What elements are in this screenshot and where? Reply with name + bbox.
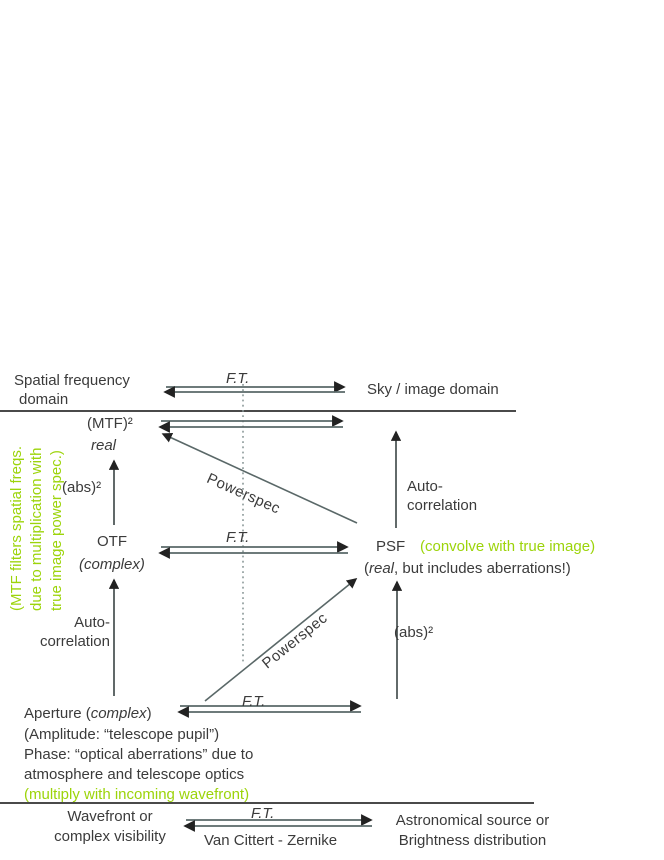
ft-label-aperture: F.T. [242, 693, 266, 710]
autocorr-right-line2: correlation [407, 497, 478, 514]
autocorr-right-line1: Auto- [407, 478, 443, 495]
astronomical-source-label [380, 811, 565, 851]
otf-node-label: OTF [97, 533, 127, 550]
bottom-ft-arrow [185, 820, 372, 826]
ft-arrow-top [165, 387, 345, 392]
side-note-line3: true image power spec.) [48, 450, 65, 611]
psf-node-label: PSF [376, 538, 406, 555]
psf-note-open: ( [364, 560, 369, 577]
aperture-prefix: Aperture ( [24, 705, 91, 722]
mtf-arrow [160, 421, 343, 427]
ft-label-top: F.T. [226, 370, 250, 387]
psf-note-italic: real [369, 560, 395, 577]
wavefront-line2: complex visibility [54, 828, 166, 845]
otf-psf-arrow [160, 547, 348, 553]
aperture-node-label [24, 704, 152, 723]
aperture-multiply-note: (multiply with incoming wavefront) [24, 786, 250, 803]
psf-convolve-note: (convolve with true image) [420, 538, 596, 555]
abs-squared-left-label: (abs)² [62, 479, 102, 496]
astro-line2: Brightness distribution [398, 832, 547, 849]
powerspec-lower-label: Powerspec [259, 609, 331, 673]
mtf-node-label: (MTF)² [87, 415, 133, 432]
van-cittert-zernike-label: Van Cittert - Zernike [204, 832, 338, 849]
abs-squared-right-label: (abs)² [394, 624, 434, 641]
spatial-frequency-line1: Spatial frequency [14, 372, 130, 389]
sky-image-domain-label: Sky / image domain [367, 381, 499, 398]
aperture-italic: complex [90, 705, 147, 722]
aperture-phase-note: Phase: “optical aberrations” due to [24, 746, 254, 763]
aperture-atmosphere-note: atmosphere and telescope optics [24, 766, 245, 783]
otf-complex-note: (complex) [79, 556, 145, 573]
psf-note-rest: , but includes aberrations!) [394, 560, 571, 577]
ft-label-bottom: F.T. [251, 805, 275, 822]
astro-line1: Astronomical source or [395, 812, 550, 829]
powerspec-upper-label: Powerspec [204, 470, 283, 518]
autocorrelation-left-label [25, 613, 110, 651]
aperture-ft-arrow [179, 706, 361, 712]
autocorrelation-right-label [407, 477, 477, 515]
spatial-frequency-line2: domain [19, 391, 69, 408]
psf-real-note [364, 559, 571, 578]
ft-label-mid: F.T. [226, 529, 250, 546]
aperture-amplitude-note: (Amplitude: “telescope pupil”) [24, 726, 220, 743]
autocorr-left-line1: Auto- [74, 614, 110, 631]
side-note-line2: due to multiplication with [28, 447, 45, 611]
wavefront-label [40, 807, 180, 847]
side-note-line1: (MTF filters spatial freqs. [8, 445, 25, 611]
autocorr-left-line2: correlation [39, 633, 110, 650]
spatial-frequency-domain-label [14, 371, 130, 409]
aperture-suffix: ) [146, 705, 152, 722]
mtf-filter-side-note [7, 409, 67, 611]
mtf-real-note: real [91, 437, 117, 454]
wavefront-line1: Wavefront or [67, 808, 153, 825]
